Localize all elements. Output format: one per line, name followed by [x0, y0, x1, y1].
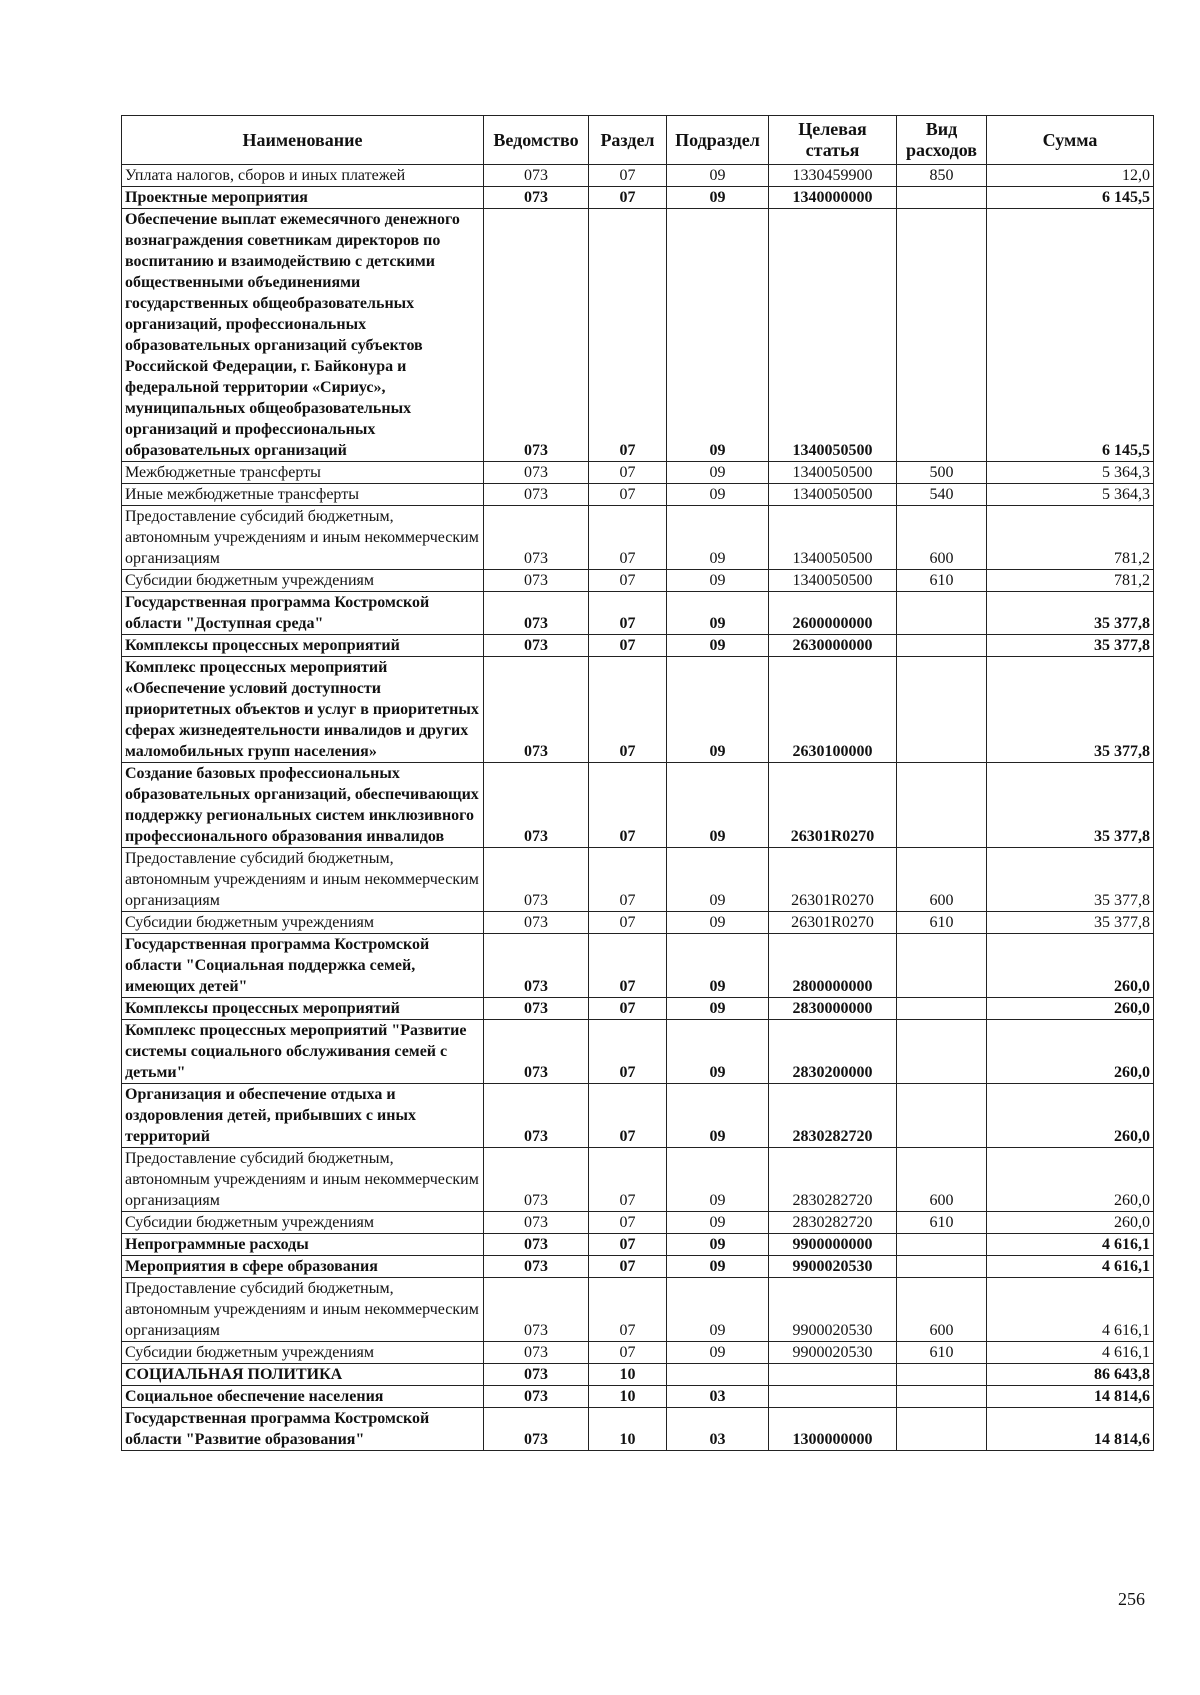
cell-name: Субсидии бюджетным учреждениям: [122, 912, 484, 934]
cell-name: Межбюджетные трансферты: [122, 462, 484, 484]
cell-section: 07: [589, 506, 667, 570]
table-row: [122, 934, 1154, 998]
cell-sum: 260,0: [987, 1020, 1154, 1084]
cell-kind: 610: [897, 1342, 987, 1364]
cell-subsection: 03: [667, 1386, 769, 1408]
cell-name: Субсидии бюджетным учреждениям: [122, 570, 484, 592]
cell-name: Государственная программа Костромской области "Социальная поддержка семей, имеющих детей": [122, 934, 484, 998]
cell-section: 07: [589, 934, 667, 998]
cell-name: Государственная программа Костромской области "Доступная среда": [122, 592, 484, 635]
cell-department: 073: [484, 1408, 589, 1451]
cell-subsection: 09: [667, 912, 769, 934]
cell-subsection: 09: [667, 998, 769, 1020]
cell-name: Мероприятия в сфере образования: [122, 1256, 484, 1278]
table-row: [122, 506, 1154, 570]
cell-section: 07: [589, 912, 667, 934]
cell-section: 07: [589, 1256, 667, 1278]
cell-target: 1330459900: [769, 165, 897, 187]
cell-sum: 5 364,3: [987, 484, 1154, 506]
cell-section: 07: [589, 1084, 667, 1148]
cell-section: 07: [589, 592, 667, 635]
cell-sum: 4 616,1: [987, 1342, 1154, 1364]
cell-target: 26301R0270: [769, 912, 897, 934]
cell-section: 10: [589, 1364, 667, 1386]
cell-name: Непрограммные расходы: [122, 1234, 484, 1256]
cell-department: 073: [484, 1364, 589, 1386]
cell-sum: 260,0: [987, 1212, 1154, 1234]
cell-subsection: 09: [667, 1084, 769, 1148]
table-row: [122, 1364, 1154, 1386]
cell-kind: [897, 635, 987, 657]
cell-sum: 4 616,1: [987, 1234, 1154, 1256]
cell-name: Комплекс процессных мероприятий «Обеспечение условий доступности приоритетных объектов и услуг в приоритетных сферах жизнедеятельности инвалидов и других маломобильных групп населения»: [122, 657, 484, 763]
cell-department: 073: [484, 462, 589, 484]
cell-department: 073: [484, 1212, 589, 1234]
table-row: [122, 165, 1154, 187]
cell-subsection: 09: [667, 763, 769, 848]
cell-subsection: 09: [667, 209, 769, 462]
cell-section: 07: [589, 209, 667, 462]
table-row: [122, 187, 1154, 209]
table-row: [122, 998, 1154, 1020]
cell-section: 07: [589, 657, 667, 763]
cell-department: 073: [484, 1148, 589, 1212]
cell-name: Предоставление субсидий бюджетным, автономным учреждениям и иным некоммерческим организациям: [122, 1278, 484, 1342]
cell-subsection: 09: [667, 657, 769, 763]
cell-department: 073: [484, 1386, 589, 1408]
cell-target: [769, 1364, 897, 1386]
cell-subsection: 09: [667, 570, 769, 592]
table-row: [122, 763, 1154, 848]
cell-kind: [897, 1084, 987, 1148]
cell-kind: [897, 209, 987, 462]
cell-target: 2830282720: [769, 1212, 897, 1234]
cell-department: 073: [484, 1020, 589, 1084]
cell-sum: 260,0: [987, 934, 1154, 998]
cell-department: 073: [484, 1256, 589, 1278]
cell-sum: 4 616,1: [987, 1278, 1154, 1342]
cell-subsection: 09: [667, 1148, 769, 1212]
table-row: [122, 635, 1154, 657]
header-kind: Вид расходов: [897, 116, 987, 165]
cell-kind: 500: [897, 462, 987, 484]
cell-sum: 35 377,8: [987, 592, 1154, 635]
header-row: [122, 116, 1154, 165]
cell-target: 2830200000: [769, 1020, 897, 1084]
cell-subsection: 09: [667, 1342, 769, 1364]
header-section: Раздел: [589, 116, 667, 165]
cell-target: 9900020530: [769, 1342, 897, 1364]
cell-department: 073: [484, 998, 589, 1020]
cell-section: 07: [589, 635, 667, 657]
cell-kind: [897, 1234, 987, 1256]
cell-kind: [897, 998, 987, 1020]
table-row: [122, 1084, 1154, 1148]
table-row: [122, 1386, 1154, 1408]
cell-target: 1340050500: [769, 506, 897, 570]
cell-sum: 260,0: [987, 1148, 1154, 1212]
cell-kind: 600: [897, 1148, 987, 1212]
cell-kind: [897, 1256, 987, 1278]
header-subsection: Подраздел: [667, 116, 769, 165]
cell-kind: [897, 1386, 987, 1408]
cell-target: 2630000000: [769, 635, 897, 657]
header-department: Ведомство: [484, 116, 589, 165]
cell-department: 073: [484, 934, 589, 998]
cell-department: 073: [484, 912, 589, 934]
cell-target: 1340050500: [769, 570, 897, 592]
cell-name: Комплексы процессных мероприятий: [122, 998, 484, 1020]
cell-target: 9900020530: [769, 1256, 897, 1278]
cell-section: 07: [589, 763, 667, 848]
cell-name: Проектные мероприятия: [122, 187, 484, 209]
cell-target: 2830282720: [769, 1084, 897, 1148]
cell-target: 9900000000: [769, 1234, 897, 1256]
table-row: [122, 848, 1154, 912]
cell-subsection: 09: [667, 484, 769, 506]
cell-name: Социальное обеспечение населения: [122, 1386, 484, 1408]
cell-section: 10: [589, 1386, 667, 1408]
cell-target: 1340000000: [769, 187, 897, 209]
cell-section: 07: [589, 998, 667, 1020]
cell-department: 073: [484, 484, 589, 506]
cell-subsection: 09: [667, 635, 769, 657]
cell-subsection: 09: [667, 592, 769, 635]
cell-department: 073: [484, 1342, 589, 1364]
cell-subsection: 09: [667, 1020, 769, 1084]
table-row: [122, 1020, 1154, 1084]
cell-kind: 850: [897, 165, 987, 187]
cell-department: 073: [484, 165, 589, 187]
table-row: [122, 1212, 1154, 1234]
cell-kind: [897, 1408, 987, 1451]
cell-name: Комплексы процессных мероприятий: [122, 635, 484, 657]
cell-target: 1300000000: [769, 1408, 897, 1451]
cell-target: 2600000000: [769, 592, 897, 635]
cell-section: 07: [589, 187, 667, 209]
cell-sum: 6 145,5: [987, 209, 1154, 462]
cell-sum: 6 145,5: [987, 187, 1154, 209]
cell-section: 07: [589, 1342, 667, 1364]
table-row: [122, 209, 1154, 462]
cell-name: Предоставление субсидий бюджетным, автономным учреждениям и иным некоммерческим организациям: [122, 506, 484, 570]
cell-target: 1340050500: [769, 462, 897, 484]
cell-subsection: 09: [667, 848, 769, 912]
cell-sum: 35 377,8: [987, 848, 1154, 912]
cell-department: 073: [484, 209, 589, 462]
cell-sum: 35 377,8: [987, 763, 1154, 848]
cell-sum: 781,2: [987, 506, 1154, 570]
cell-name: Предоставление субсидий бюджетным, автономным учреждениям и иным некоммерческим организациям: [122, 848, 484, 912]
header-target: Целевая статья: [769, 116, 897, 165]
budget-table: [121, 115, 1154, 1451]
cell-kind: [897, 657, 987, 763]
cell-target: [769, 1386, 897, 1408]
cell-department: 073: [484, 763, 589, 848]
cell-section: 10: [589, 1408, 667, 1451]
cell-kind: 610: [897, 912, 987, 934]
cell-section: 07: [589, 462, 667, 484]
cell-department: 073: [484, 635, 589, 657]
cell-target: 9900020530: [769, 1278, 897, 1342]
cell-target: 26301R0270: [769, 848, 897, 912]
cell-kind: 600: [897, 506, 987, 570]
cell-subsection: 09: [667, 187, 769, 209]
cell-kind: 540: [897, 484, 987, 506]
cell-target: 26301R0270: [769, 763, 897, 848]
page-number: 256: [1118, 1589, 1145, 1609]
cell-target: 2830282720: [769, 1148, 897, 1212]
cell-sum: 781,2: [987, 570, 1154, 592]
table-row: [122, 592, 1154, 635]
cell-department: 073: [484, 1278, 589, 1342]
cell-kind: [897, 934, 987, 998]
cell-sum: 12,0: [987, 165, 1154, 187]
cell-subsection: 09: [667, 934, 769, 998]
table-row: [122, 1148, 1154, 1212]
cell-sum: 14 814,6: [987, 1408, 1154, 1451]
table-row: [122, 1342, 1154, 1364]
cell-kind: [897, 1364, 987, 1386]
cell-sum: 35 377,8: [987, 657, 1154, 763]
cell-subsection: 09: [667, 1234, 769, 1256]
cell-name: Создание базовых профессиональных образовательных организаций, обеспечивающих поддержку региональных систем инклюзивного профессионального образования инвалидов: [122, 763, 484, 848]
cell-target: 2830000000: [769, 998, 897, 1020]
table-row: [122, 1278, 1154, 1342]
cell-sum: 35 377,8: [987, 635, 1154, 657]
cell-name: Организация и обеспечение отдыха и оздоровления детей, прибывших с иных территорий: [122, 1084, 484, 1148]
cell-kind: 600: [897, 848, 987, 912]
cell-kind: 600: [897, 1278, 987, 1342]
cell-sum: 260,0: [987, 998, 1154, 1020]
cell-section: 07: [589, 1278, 667, 1342]
cell-kind: 610: [897, 570, 987, 592]
cell-subsection: [667, 1364, 769, 1386]
cell-department: 073: [484, 657, 589, 763]
cell-name: Комплекс процессных мероприятий "Развитие системы социального обслуживания семей с детьми": [122, 1020, 484, 1084]
table-row: [122, 570, 1154, 592]
cell-kind: 610: [897, 1212, 987, 1234]
cell-target: 1340050500: [769, 209, 897, 462]
cell-subsection: 09: [667, 1212, 769, 1234]
table-row: [122, 1256, 1154, 1278]
cell-target: 2630100000: [769, 657, 897, 763]
table-row: [122, 1408, 1154, 1451]
cell-sum: 14 814,6: [987, 1386, 1154, 1408]
cell-subsection: 09: [667, 1278, 769, 1342]
cell-section: 07: [589, 1020, 667, 1084]
cell-sum: 4 616,1: [987, 1256, 1154, 1278]
table-row: [122, 1234, 1154, 1256]
cell-name: Иные межбюджетные трансферты: [122, 484, 484, 506]
cell-subsection: 09: [667, 462, 769, 484]
cell-kind: [897, 187, 987, 209]
cell-name: Уплата налогов, сборов и иных платежей: [122, 165, 484, 187]
cell-subsection: 03: [667, 1408, 769, 1451]
table-row: [122, 657, 1154, 763]
cell-department: 073: [484, 570, 589, 592]
cell-sum: 35 377,8: [987, 912, 1154, 934]
header-name: Наименование: [122, 116, 484, 165]
cell-department: 073: [484, 592, 589, 635]
cell-subsection: 09: [667, 165, 769, 187]
cell-name: Государственная программа Костромской области "Развитие образования": [122, 1408, 484, 1451]
cell-sum: 5 364,3: [987, 462, 1154, 484]
cell-department: 073: [484, 1084, 589, 1148]
cell-name: Предоставление субсидий бюджетным, автономным учреждениям и иным некоммерческим организациям: [122, 1148, 484, 1212]
cell-department: 073: [484, 1234, 589, 1256]
cell-kind: [897, 592, 987, 635]
table-body: [122, 165, 1154, 1451]
cell-kind: [897, 1020, 987, 1084]
cell-department: 073: [484, 848, 589, 912]
cell-target: 2800000000: [769, 934, 897, 998]
cell-name: Субсидии бюджетным учреждениям: [122, 1212, 484, 1234]
cell-target: 1340050500: [769, 484, 897, 506]
cell-name: СОЦИАЛЬНАЯ ПОЛИТИКА: [122, 1364, 484, 1386]
cell-department: 073: [484, 187, 589, 209]
header-sum: Сумма: [987, 116, 1154, 165]
table-row: [122, 484, 1154, 506]
cell-name: Обеспечение выплат ежемесячного денежного вознаграждения советникам директоров по воспитанию и взаимодействию с детскими общественными объединениями государственных общеобразовательных организаций, профессиональных образовательных организаций субъектов Российской Федерации, г. Байконура и федеральной территории «Сириус», муниципальных общеобразовательных организаций и профессиональных образовательных организаций: [122, 209, 484, 462]
cell-section: 07: [589, 1148, 667, 1212]
cell-section: 07: [589, 484, 667, 506]
cell-sum: 86 643,8: [987, 1364, 1154, 1386]
cell-kind: [897, 763, 987, 848]
cell-sum: 260,0: [987, 1084, 1154, 1148]
cell-section: 07: [589, 1212, 667, 1234]
cell-department: 073: [484, 506, 589, 570]
cell-section: 07: [589, 570, 667, 592]
table-row: [122, 462, 1154, 484]
cell-section: 07: [589, 1234, 667, 1256]
cell-name: Субсидии бюджетным учреждениям: [122, 1342, 484, 1364]
cell-subsection: 09: [667, 506, 769, 570]
cell-section: 07: [589, 848, 667, 912]
cell-subsection: 09: [667, 1256, 769, 1278]
table-row: [122, 912, 1154, 934]
cell-section: 07: [589, 165, 667, 187]
